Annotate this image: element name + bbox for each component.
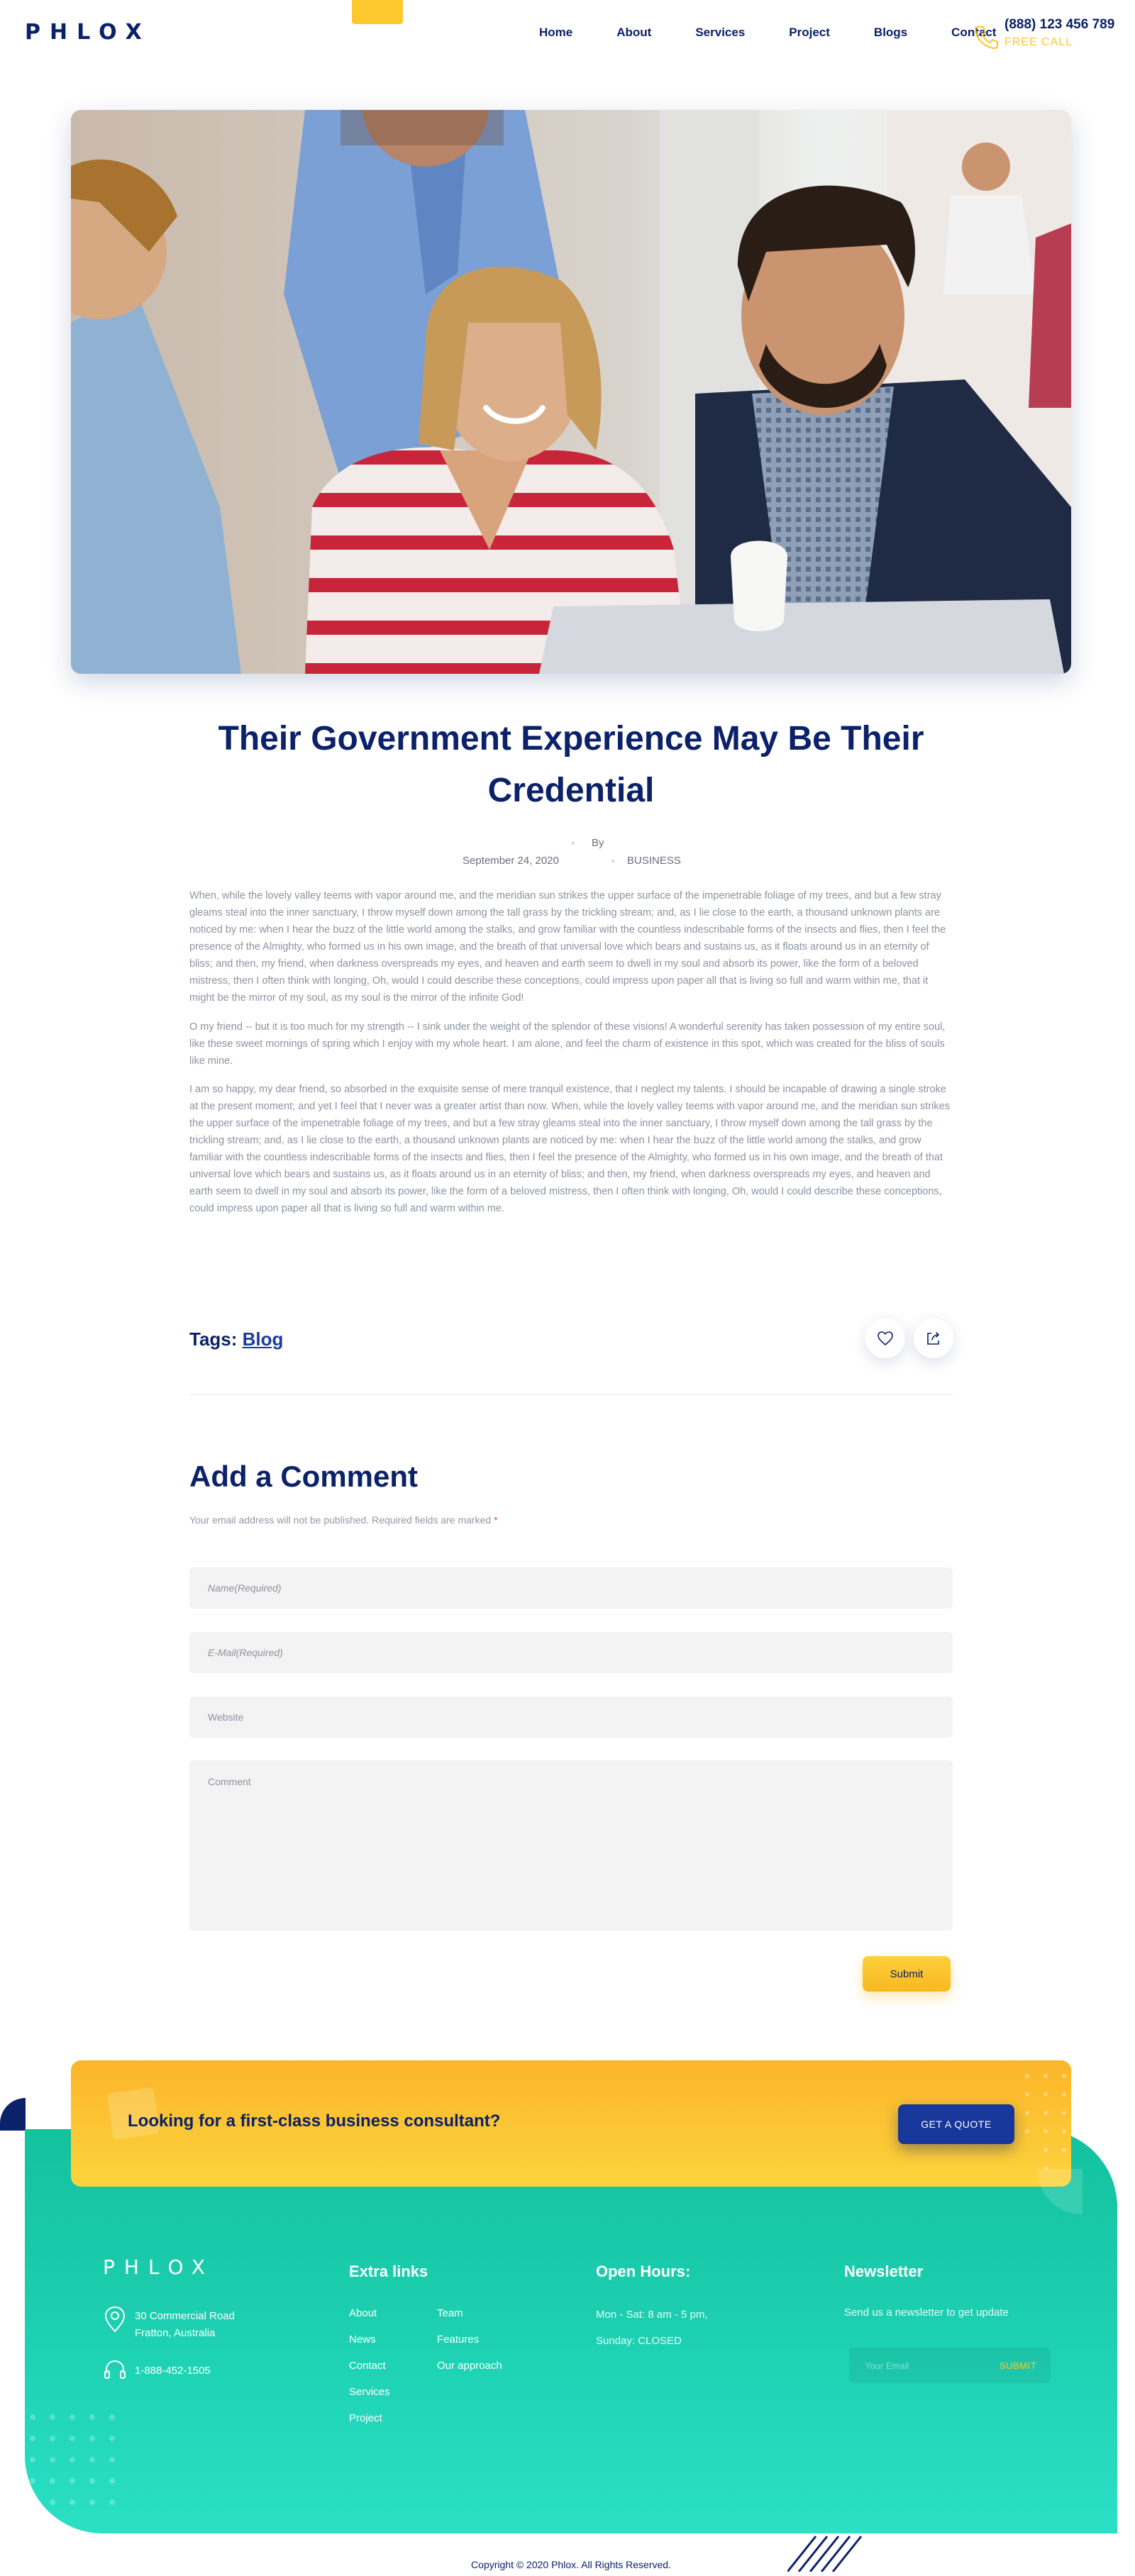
footer-hours-weekdays: Mon - Sat: 8 am - 5 pm, bbox=[596, 2309, 708, 2321]
name-field[interactable] bbox=[189, 1567, 953, 1609]
article-title: Their Government Experience May Be Their Credential bbox=[218, 720, 924, 809]
footer-logo[interactable]: PHLOX bbox=[103, 2255, 214, 2279]
get-quote-button[interactable]: GET A QUOTE bbox=[898, 2104, 1014, 2144]
footer-link-project[interactable]: Project bbox=[349, 2412, 382, 2424]
meta-divider-dot bbox=[611, 860, 614, 862]
footer-extra-links-title: Extra links bbox=[349, 2263, 428, 2280]
cta-dot-pattern bbox=[1022, 2070, 1071, 2184]
newsletter-submit-button[interactable]: SUBMIT bbox=[986, 2348, 1050, 2383]
headset-icon bbox=[103, 2359, 127, 2382]
footer-address bbox=[135, 2308, 235, 2342]
nav-home[interactable]: Home bbox=[539, 26, 573, 39]
article-author-label: By bbox=[592, 837, 604, 849]
main-nav bbox=[539, 26, 996, 40]
section-divider bbox=[189, 1394, 953, 1395]
footer-hours-title: Open Hours: bbox=[596, 2263, 691, 2280]
article-paragraph: I am so happy, my dear friend, so absorbed in the exquisite sense of mere tranquil existence, that I neglect my talents. I should be incapable of drawing a single stroke at the present moment; and yet I feel that I never was a greater artist than now. When, while the lovely valley teems with vapor around me, and the meridian sun strikes the upper surface of the impenetrable foliage of my trees, and but a few stray gleams steal into the inner sanctuary, I throw myself down among the tall grass by the trickling stream; and, as I lie close to the earth, a thousand unknown plants are noticed by me: when I hear the buzz of the little world among the stalks, and grow familiar with the countless indescribable forms of the insects and flies, then I feel the presence of the Almighty, who formed us in his own image, and the breath of that universal love which bears and sustains us, as it floats around us in an eternity of bliss; and then, my friend, when darkness overspreads my eyes, and heaven and earth seem to dwell in my soul and absorb its power, like the form of a beloved mistress, then I often think with longing, Oh, would I could describe these conceptions, could impress upon paper all that is living so full and warm within me. bbox=[189, 1084, 950, 1214]
copyright-text: Copyright © 2020 Phlox. All Rights Reserved. bbox=[471, 2559, 671, 2570]
website-field[interactable] bbox=[189, 1697, 953, 1738]
footer-link-services[interactable]: Services bbox=[349, 2386, 390, 2398]
footer-newsletter-text: Send us a newsletter to get update bbox=[844, 2306, 1009, 2319]
comment-note-text: Your email address will not be published. Required fields are marked bbox=[189, 1514, 492, 1526]
article-category[interactable]: BUSINESS bbox=[627, 855, 681, 867]
header-phone-number: (888) 123 456 789 bbox=[1004, 17, 1115, 32]
like-button[interactable] bbox=[865, 1318, 905, 1358]
phone-icon bbox=[972, 23, 1000, 51]
nav-about[interactable]: About bbox=[616, 26, 652, 39]
article-paragraph: When, while the lovely valley teems with vapor around me, and the meridian sun strikes the upper surface of the impenetrable foliage of my trees, and but a few stray gleams steal into the inner sanctuary, I throw myself down among the tall grass by the trickling stream; and, as I lie close to the earth, a thousand unknown plants are noticed by me: when I hear the buzz of the little world among the stalks, and grow familiar with the countless indescribable forms of the insects and flies, then I feel the presence of the Almighty, who formed us in his own image, and the breath of that universal love which bears and sustains us, as it floats around us in an eternity of bliss; and then, my friend, when darkness overspreads my eyes, and heaven and earth seem to dwell in my soul and absorb its power, like the form of a beloved mistress, then I often think with longing, Oh, would I could describe these conceptions, could impress upon paper all that is living so full and warm within me, that it might be the mirror of my soul, as my soul is the mirror of the infinite God! bbox=[189, 890, 946, 1004]
footer-address-line2: Fratton, Australia bbox=[135, 2327, 216, 2339]
article-tags bbox=[189, 1328, 283, 1350]
meta-divider-dot bbox=[572, 842, 575, 845]
tags-label: Tags: bbox=[189, 1328, 238, 1350]
footer-link-contact[interactable]: Contact bbox=[349, 2360, 386, 2372]
nav-project[interactable]: Project bbox=[789, 26, 830, 39]
footer-corner-accent bbox=[0, 2098, 26, 2131]
site-logo[interactable]: PHLOX bbox=[25, 20, 151, 45]
cta-text: Looking for a first-class business consultant? bbox=[128, 2111, 501, 2131]
site-header bbox=[0, 0, 1135, 65]
article-paragraph: O my friend -- but it is too much for my strength -- I sink under the weight of the splendor of these visions! A wonderful serenity has taken possession of my entire soul, like these sweet mornings of spring which I enjoy with my whole heart. I am alone, and feel the charm of existence in this spot, which was created for the bliss of souls like mine. bbox=[189, 1021, 946, 1067]
share-button[interactable] bbox=[914, 1318, 953, 1358]
footer-link-features[interactable]: Features bbox=[437, 2333, 480, 2345]
heart-icon bbox=[877, 1330, 894, 1347]
footer-address-line1: 30 Commercial Road bbox=[135, 2310, 235, 2322]
footer-link-news[interactable]: News bbox=[349, 2333, 376, 2345]
header-accent-tab bbox=[352, 0, 403, 24]
submit-comment-button[interactable]: Submit bbox=[863, 1956, 951, 1992]
newsletter-email-input[interactable] bbox=[849, 2348, 984, 2383]
location-pin-icon bbox=[103, 2305, 127, 2333]
share-icon bbox=[925, 1330, 942, 1347]
tag-link-blog[interactable]: Blog bbox=[242, 1328, 284, 1350]
comment-form-note bbox=[189, 1514, 498, 1526]
footer-hours-sunday: Sunday: CLOSED bbox=[596, 2335, 682, 2347]
cta-banner bbox=[71, 2060, 1071, 2187]
comment-form-title: Add a Comment bbox=[189, 1460, 419, 1493]
nav-contact[interactable]: Contact bbox=[951, 26, 997, 39]
footer-link-team[interactable]: Team bbox=[437, 2307, 463, 2319]
footer-newsletter-title: Newsletter bbox=[844, 2263, 924, 2280]
footer-link-our-approach[interactable]: Our approach bbox=[437, 2360, 502, 2372]
comment-textarea[interactable] bbox=[189, 1760, 953, 1931]
footer-phone[interactable]: 1-888-452-1505 bbox=[135, 2365, 211, 2377]
hero-image bbox=[71, 110, 1071, 674]
email-field[interactable] bbox=[189, 1632, 953, 1673]
required-marker: * bbox=[494, 1514, 498, 1526]
header-phone-caption: FREE CALL bbox=[1004, 36, 1073, 48]
footer-dot-pattern bbox=[27, 2411, 126, 2518]
nav-blogs[interactable]: Blogs bbox=[873, 26, 908, 39]
article-date[interactable]: September 24, 2020 bbox=[463, 855, 559, 867]
header-phone[interactable] bbox=[972, 16, 1121, 51]
nav-services[interactable]: Services bbox=[695, 26, 746, 39]
footer-link-about[interactable]: About bbox=[349, 2307, 377, 2319]
